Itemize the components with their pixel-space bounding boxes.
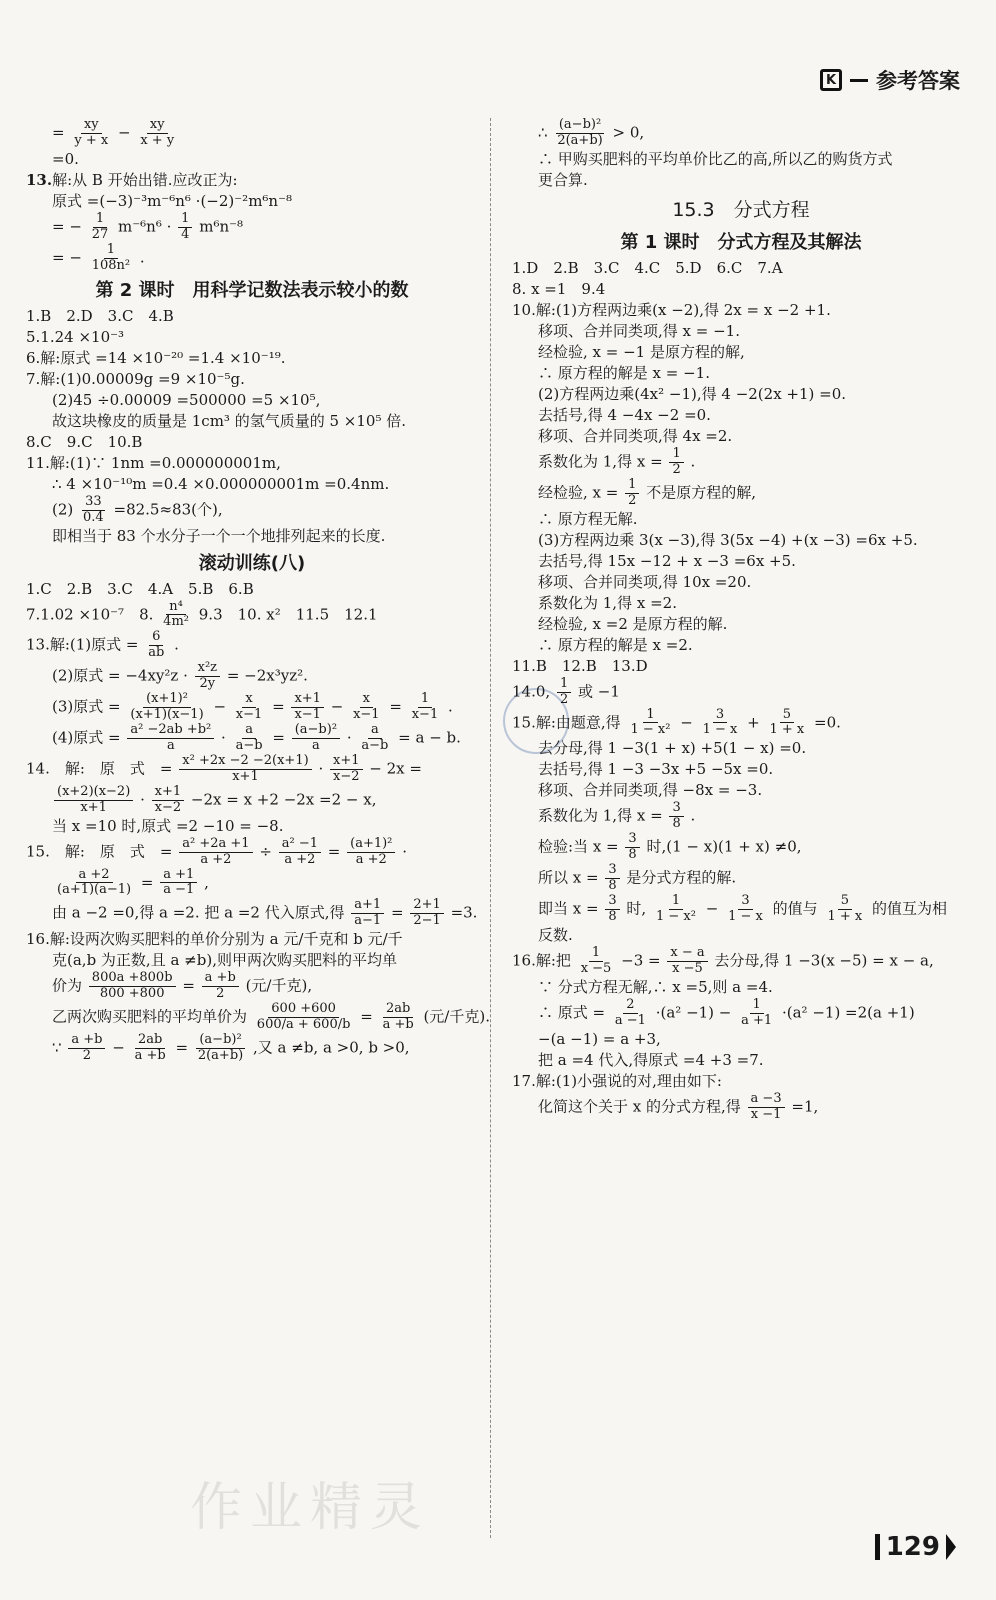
answer-line: 即相当于 83 个水分子一个一个地排列起来的长度. — [52, 526, 386, 545]
fraction: $\frac{2}{a -1}$ — [614, 996, 646, 1028]
answer-line: ∴ 原式 = $\frac{2}{a -1}$ ·(a² −1) − $\frac{1}{a +1}$ ·(a² −1) =2(a +1) — [538, 996, 915, 1028]
fraction: $\frac{x}{x-1}$ — [353, 691, 380, 723]
answer-line: 11.B 12.B 13.D — [512, 656, 648, 675]
page-number — [875, 1532, 956, 1562]
fraction: $\frac{\text{x²z}}{2y}$ — [195, 661, 220, 692]
fraction: $\frac{xy}{x + y}$ — [140, 117, 175, 148]
fraction: $\frac{a}{a-b}$ — [235, 722, 263, 753]
answer-line: = $\frac{xy}{y + x}$ − $\frac{xy}{x + y}$ — [26, 118, 478, 149]
fraction: $\frac{x+1}{x-1}$ — [291, 692, 324, 723]
answer-line: 系数化为 1,得 x = $\frac{1}{2}$ . — [538, 445, 696, 477]
answer-line: 经检验, x =2 是原方程的解. — [538, 614, 728, 633]
fraction: $\frac{\text{n⁴}}{\text{4m²}}$ — [163, 598, 189, 630]
fraction: $\frac{a +b}{2}$ — [68, 1033, 105, 1064]
answer-line: 13.解:从 B 开始出错.应改正为: — [26, 170, 238, 189]
fraction: $\frac{3}{8}$ — [605, 894, 619, 925]
answer-line: −(a −1) = a +3, — [538, 1029, 661, 1048]
answer-line: 即当 x = $\frac{3}{8}$ 时, $\frac{1}{\text{1 − x²}}$ − $\frac{3}{1 - x}$ 的值与 $\frac{5}{1 + x}$ 的值互为相 — [538, 893, 948, 924]
answer-line: 17.解:(1)小强说的对,理由如下: — [512, 1071, 722, 1090]
answer-line: 16.解:设两次购买肥料的单价分别为 a 元/千克和 b 元/千 — [26, 930, 403, 949]
fraction: $\frac{1}{2}$ — [625, 478, 639, 509]
answer-line: ∴ 原方程的解是 x =2. — [538, 635, 693, 654]
answer-line: 乙两次购买肥料的平均单价为 $\frac{600 +600}{600/a + 600/b}$ = $\frac{2ab}{a +b}$ (元/千克). — [52, 1001, 490, 1033]
answer-line: ∴ 原方程无解. — [538, 509, 638, 528]
answer-line: 13.解:(1)原式 = $\frac{6}{ab}$ . — [26, 629, 179, 661]
answer-line: (2)原式 = −4xy²z · $\frac{\text{x²z}}{2y}$ = −2x³yz². — [52, 660, 308, 692]
answer-line: ∵ $\frac{a +b}{2}$ − $\frac{2ab}{a +b}$ = $\frac{\text{(a−b)²}}{2(a+b)}$ ,又 a ≠b, a >0, b >0, — [52, 1032, 410, 1063]
fraction: $\frac{3}{8}$ — [625, 832, 639, 863]
page-corner-wedge — [946, 1534, 956, 1560]
answer-line: 故这块橡皮的质量是 1cm³ 的氢气质量的 5 ×10⁵ 倍. — [52, 411, 407, 430]
book-logo-icon: K — [820, 69, 842, 91]
answer-line: 11.解:(1)∵ 1nm =0.000000001m, — [26, 453, 281, 472]
fraction: $\frac{1}{\text{1 − x²}}$ — [655, 893, 696, 924]
answer-line: 所以 x = $\frac{3}{8}$ 是分式方程的解. — [538, 862, 737, 894]
answer-line: $\frac{(x+2)(x-2)}{x+1}$ · $\frac{x+1}{x-2}$ −2x = x +2 −2x =2 − x, — [26, 785, 478, 816]
answer-line: 15. 解: 原 式 = $\frac{\text{a² +2a +1}}{a +2}$ ÷ $\frac{\text{a² −1}}{a +2}$ = $\frac{\text{(a+1)²}}{a +2}$ · — [26, 835, 407, 867]
fraction: $\frac{1}{a +1}$ — [741, 996, 773, 1028]
fraction: $\frac{2ab}{a +b}$ — [382, 1001, 414, 1033]
answer-line: 化简这个关于 x 的分式方程,得 $\frac{a -3}{x -1}$ =1, — [538, 1090, 819, 1122]
fraction: $\frac{1}{4}$ — [178, 212, 192, 243]
fraction: $\frac{a +2}{(a+1)(a-1)}$ — [57, 866, 132, 898]
answer-line: 原式 =(−3)⁻³m⁻⁶n⁶ ·(−2)⁻²m⁶n⁻⁸ — [52, 191, 293, 210]
fraction: $\frac{a+1}{a-1}$ — [351, 898, 384, 929]
fraction: $\frac{\text{a² −2ab +b²}}{a}$ — [127, 723, 214, 754]
answer-line: (3)原式 = $\frac{\text{(x+1)²}}{(x+1)(x-1)}$ − $\frac{x}{x-1}$ = $\frac{x+1}{x-1}$ − $\frac{x}{x-1}$ = $\frac{1}{x-1}$ . — [52, 691, 453, 723]
header-title: 参考答案 — [876, 69, 960, 93]
fraction: $\frac{1}{\text{1 − x²}}$ — [630, 706, 671, 738]
fraction: $\frac{3}{1 - x}$ — [728, 893, 763, 924]
fraction: $\frac{\text{(a+1)²}}{a +2}$ — [347, 837, 395, 868]
answer-line: (4)原式 = $\frac{\text{a² −2ab +b²}}{a}$ · $\frac{a}{a-b}$ = $\frac{\text{(a−b)²}}{a}$ · $\frac{a}{a-b}$ = a − b. — [52, 722, 461, 753]
fraction: $\frac{x+1}{x-2}$ — [330, 754, 363, 785]
answer-line: 10.解:(1)方程两边乘(x −2),得 2x = x −2 +1. — [512, 300, 831, 319]
page-corner-bar — [875, 1534, 880, 1560]
answer-line: 14.0, $\frac{1}{2}$ 或 −1 — [512, 675, 620, 707]
lesson-heading: 第 1 课时 分式方程及其解法 — [620, 231, 862, 253]
answer-line: (2) $\frac{33}{0.4}$ =82.5≈83(个), — [52, 493, 223, 525]
answer-line: 14. 解: 原 式 = $\frac{\text{x² +2x −2 −2(x+1)}}{x+1}$ · $\frac{x+1}{x-2}$ − 2x = — [26, 752, 422, 784]
answer-line: 7.解:(1)0.00009g =9 ×10⁻⁵g. — [26, 369, 245, 388]
fraction: $\frac{33}{0.4}$ — [83, 493, 104, 525]
answer-line: 价为 $\frac{800a +800b}{800 +800}$ = $\frac{a +b}{2}$ (元/千克), — [52, 970, 313, 1002]
fraction: $\frac{3}{8}$ — [605, 863, 619, 894]
fraction: $\frac{xy}{y + x}$ — [74, 117, 109, 148]
fraction: $\frac{\text{(a−b)²}}{a}$ — [292, 723, 340, 754]
answer-line: 去括号,得 15x −12 + x −3 =6x +5. — [538, 551, 796, 570]
answer-line: ∴ $\frac{\text{(a−b)²}}{2(a+b)}$ > 0, — [538, 117, 645, 148]
fraction: $\frac{1}{x-1}$ — [411, 691, 439, 723]
answer-line: 把 a =4 代入,得原式 =4 +3 =7. — [538, 1050, 764, 1069]
fraction: $\frac{6}{ab}$ — [148, 629, 165, 661]
answer-line: (3)方程两边乘 3(x −3),得 3(5x −4) +(x −3) =6x +5. — [538, 530, 918, 549]
fraction: $\frac{800a +800b}{800 +800}$ — [89, 971, 176, 1002]
answer-line: 经检验, x = −1 是原方程的解, — [538, 342, 745, 361]
fraction: $\frac{1}{2}$ — [557, 677, 571, 708]
answer-line: ∴ 甲购买肥料的平均单价比乙的高,所以乙的购货方式 — [538, 149, 893, 168]
answer-line: =0. — [52, 149, 79, 168]
answer-line: $\frac{a +2}{(a+1)(a-1)}$ = $\frac{a +1}{a -1}$ , — [26, 868, 478, 899]
page-header — [820, 62, 960, 98]
left-column — [26, 117, 490, 1064]
answer-line: 去括号,得 1 −3 −3x +5 −5x =0. — [538, 760, 774, 779]
right-column — [512, 118, 970, 1123]
answer-line: ∴ 4 ×10⁻¹⁰m =0.4 ×0.000000001m =0.4nm. — [52, 474, 390, 493]
header-rule — [850, 79, 868, 82]
answer-line: 7.1.02 ×10⁻⁷ 8. $\frac{\text{n⁴}}{\text{4m²}}$ 9.3 10. x² 11.5 12.1 — [26, 598, 378, 630]
fraction: $\frac{a +b}{2}$ — [202, 971, 239, 1002]
fraction: $\frac{(x+2)(x-2)}{x+1}$ — [54, 785, 133, 816]
answer-line: ∴ 原方程的解是 x = −1. — [538, 363, 710, 382]
fraction: $\frac{600 +600}{600/a + 600/b}$ — [256, 1001, 351, 1033]
answer-line: ∵ 分式方程无解,∴ x =5,则 a =4. — [538, 977, 773, 996]
answer-line: 经检验, x = $\frac{1}{2}$ 不是原方程的解, — [538, 476, 756, 508]
answer-line: 6.解:原式 =14 ×10⁻²⁰ =1.4 ×10⁻¹⁹. — [26, 348, 286, 367]
answer-line: 系数化为 1,得 x = $\frac{3}{8}$ . — [538, 800, 696, 832]
answer-line: 反数. — [538, 925, 573, 944]
fraction: $\frac{2+1}{2-1}$ — [410, 898, 443, 929]
page-number-label: 129 — [885, 1532, 940, 1562]
answer-line: 系数化为 1,得 x =2. — [538, 593, 677, 612]
fraction: $\frac{\text{(x+1)²}}{(x+1)(x-1)}$ — [130, 691, 204, 723]
answer-line: (2)方程两边乘(4x² −1),得 4 −2(2x +1) =0. — [538, 384, 847, 403]
section-heading: 滚动训练(八) — [198, 552, 306, 574]
fraction: $\frac{x+1}{x-2}$ — [152, 785, 185, 816]
answer-line: 克(a,b 为正数,且 a ≠b),则甲两次购买肥料的平均单 — [52, 951, 397, 970]
fraction: $\frac{5}{1 + x}$ — [827, 893, 863, 924]
answer-line: 移项、合并同类项,得 x = −1. — [538, 321, 740, 340]
fraction: $\frac{\text{x² +2x −2 −2(x+1)}}{x+1}$ — [179, 754, 311, 785]
fraction: $\frac{1}{\text{108n²}}$ — [91, 241, 131, 273]
answer-line: 移项、合并同类项,得 −8x = −3. — [538, 781, 763, 800]
answer-line: = − $\frac{1}{\text{108n²}}$ . — [52, 241, 145, 273]
answer-line: 16.解:把 $\frac{1}{x -5}$ −3 = $\frac{x - a}{x -5}$ 去分母,得 1 −3(x −5) = x − a, — [512, 944, 934, 976]
answer-line: 由 a −2 =0,得 a =2. 把 a =2 代入原式,得 $\frac{a+1}{a-1}$ = $\frac{2+1}{2-1}$ =3. — [52, 897, 478, 929]
fraction: $\frac{a}{a-b}$ — [361, 722, 389, 753]
fraction: $\frac{a -3}{x -1}$ — [748, 1092, 785, 1123]
answer-line: 去分母,得 1 −3(1 + x) +5(1 − x) =0. — [538, 739, 807, 758]
column-divider — [490, 118, 491, 1538]
fraction: $\frac{\text{a² +2a +1}}{a +2}$ — [179, 837, 252, 868]
answer-line: 1.C 2.B 3.C 4.A 5.B 6.B — [26, 579, 254, 598]
answer-line: 当 x =10 时,原式 =2 −10 = −8. — [52, 816, 284, 835]
fraction: $\frac{x - a}{x -5}$ — [667, 946, 707, 977]
fraction: $\frac{3}{1 - x}$ — [702, 706, 738, 738]
answer-line: 检验:当 x = $\frac{3}{8}$ 时,(1 − x)(1 + x) ≠0, — [538, 831, 802, 863]
answer-line: 移项、合并同类项,得 10x =20. — [538, 572, 752, 591]
answer-line: 移项、合并同类项,得 4x =2. — [538, 426, 733, 445]
fraction: $\frac{3}{8}$ — [669, 801, 683, 832]
fraction: $\frac{\text{(a−b)²}}{2(a+b)}$ — [557, 117, 603, 148]
answer-line: (2)45 ÷0.00009 =500000 =5 ×10⁵, — [52, 390, 321, 409]
answer-line: 去括号,得 4 −4x −2 =0. — [538, 405, 711, 424]
fraction: $\frac{x}{x-1}$ — [235, 691, 263, 723]
fraction: $\frac{\text{(a−b)²}}{2(a+b)}$ — [197, 1032, 244, 1063]
answer-line: 8. x =1 9.4 — [512, 279, 606, 298]
answer-line: 8.C 9.C 10.B — [26, 432, 143, 451]
answer-line: = − $\frac{1}{27}$ m⁻⁶n⁶ · $\frac{1}{4}$ m⁶n⁻⁸ — [52, 210, 244, 242]
answer-line: 更合算. — [538, 170, 588, 189]
fraction: $\frac{2ab}{a +b}$ — [134, 1032, 166, 1063]
answer-line: 1.B 2.D 3.C 4.B — [26, 306, 174, 325]
fraction: $\frac{1}{2}$ — [669, 447, 683, 478]
answer-line: 1.D 2.B 3.C 4.C 5.D 6.C 7.A — [512, 258, 783, 277]
fraction: $\frac{a +1}{a -1}$ — [160, 868, 197, 899]
fraction: $\frac{5}{1 + x}$ — [769, 706, 805, 738]
section-heading: 第 2 课时 用科学记数法表示较小的数 — [95, 279, 409, 301]
watermark: 作业精灵 — [190, 1478, 431, 1538]
answer-line: 15.解:由题意,得 $\frac{1}{\text{1 − x²}}$ − $\frac{3}{1 - x}$ + $\frac{5}{1 + x}$ =0. — [512, 706, 841, 738]
fraction: $\frac{1}{27}$ — [91, 210, 109, 242]
fraction: $\frac{1}{x -5}$ — [580, 944, 612, 976]
answer-line: 5.1.24 ×10⁻³ — [26, 327, 125, 346]
section-heading: 15.3 分式方程 — [672, 198, 810, 221]
fraction: $\frac{\text{a² −1}}{a +2}$ — [279, 837, 321, 868]
